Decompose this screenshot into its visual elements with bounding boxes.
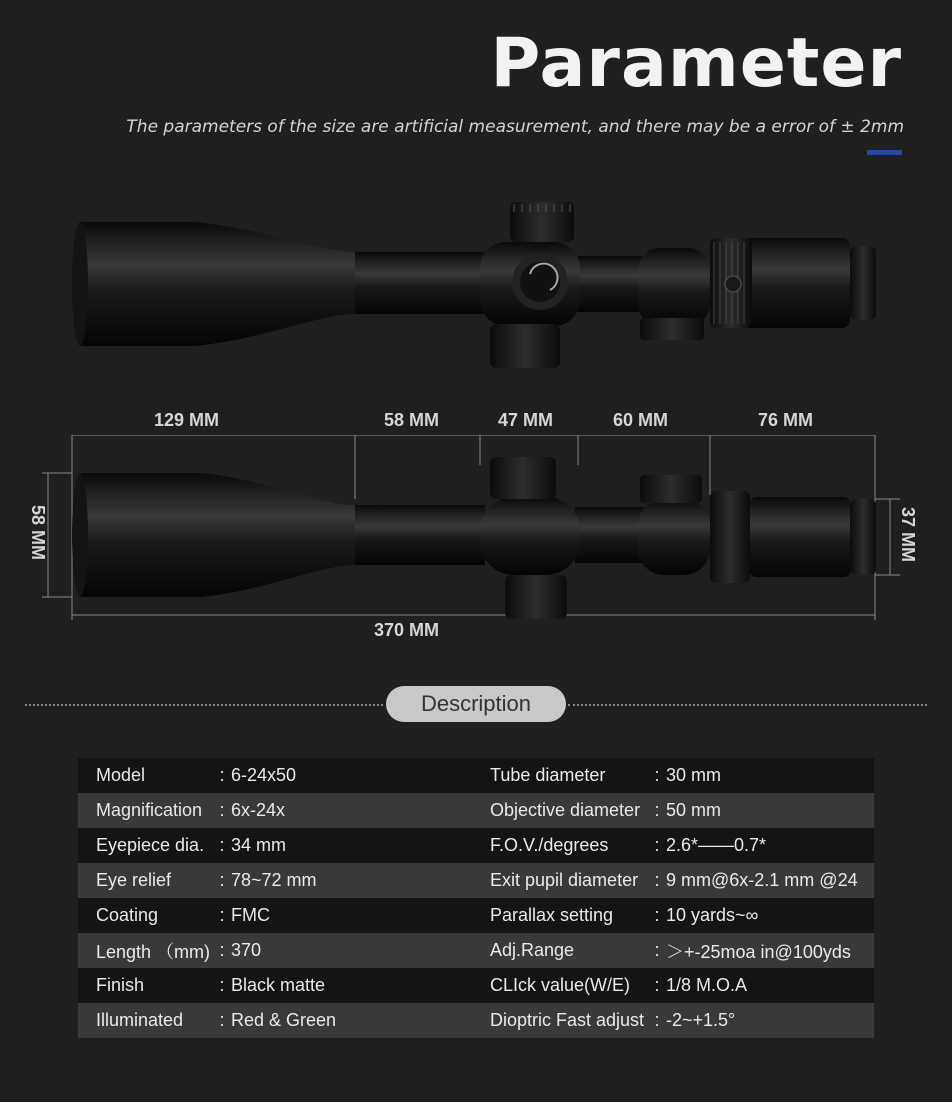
spec-colon: : [219, 1010, 225, 1030]
spec-value: 2.6*——0.7* [666, 835, 767, 855]
spec-value: 370 [231, 940, 262, 960]
spec-value: ＞+-25moa in@100yds [666, 941, 851, 962]
spec-colon: : [654, 835, 660, 855]
spec-key: Exit pupil diameter [490, 870, 639, 890]
scope-top-view-image [0, 190, 952, 380]
scope-dimension-view-image [0, 435, 952, 645]
spec-value: Black matte [231, 975, 326, 995]
spec-key: Eye relief [96, 870, 172, 890]
dim-objective-length: 129 MM [154, 410, 220, 430]
spec-row [78, 828, 874, 863]
spec-key: Objective diameter [490, 800, 641, 820]
dim-tube-front: 58 MM [384, 410, 440, 430]
dim-turret-section: 47 MM [498, 410, 554, 430]
spec-row [78, 863, 874, 898]
spec-key: Parallax setting [490, 905, 614, 925]
dim-objective-height: 58 MM [28, 504, 49, 561]
spec-key: F.O.V./degrees [490, 835, 609, 855]
spec-key: Tube diameter [490, 765, 606, 785]
spec-colon: : [654, 765, 660, 785]
spec-colon: : [654, 975, 660, 995]
spec-row [78, 793, 874, 828]
page-title: Parameter [490, 24, 902, 103]
spec-key: Adj.Range [490, 940, 575, 960]
description-heading: Description [386, 686, 566, 722]
spec-key: Finish [96, 975, 145, 995]
spec-row [78, 968, 874, 1003]
spec-colon: : [654, 800, 660, 820]
spec-value: -2~+1.5° [666, 1010, 736, 1030]
spec-colon: : [654, 940, 660, 960]
spec-value: 30 mm [666, 765, 722, 785]
spec-colon: : [654, 905, 660, 925]
spec-colon: : [654, 1010, 660, 1030]
spec-value: 6-24x50 [231, 765, 297, 785]
spec-colon: : [219, 835, 225, 855]
spec-value: 78~72 mm [231, 870, 317, 890]
divider-right [568, 704, 927, 706]
spec-colon: : [219, 975, 225, 995]
spec-row [78, 933, 874, 968]
spec-row [78, 1003, 874, 1038]
spec-value: 34 mm [231, 835, 287, 855]
spec-key: CLIck value(W/E) [490, 975, 631, 995]
spec-key: Magnification [96, 800, 203, 820]
spec-row [78, 898, 874, 933]
spec-row [78, 758, 874, 793]
spec-value: Red & Green [231, 1010, 337, 1030]
spec-colon: : [219, 940, 225, 960]
dim-total-length: 370 MM [374, 620, 440, 640]
spec-colon: : [654, 870, 660, 890]
dim-tube-rear: 60 MM [613, 410, 669, 430]
spec-colon: : [219, 870, 225, 890]
spec-value: 50 mm [666, 800, 722, 820]
spec-key: Coating [96, 905, 159, 925]
spec-value: 10 yards~∞ [666, 905, 759, 925]
spec-table [78, 758, 874, 1038]
title-accent-bar [867, 150, 902, 155]
spec-key: Illuminated [96, 1010, 184, 1030]
dim-eyepiece-length: 76 MM [758, 410, 814, 430]
spec-key: Model [96, 765, 146, 785]
spec-colon: : [219, 800, 225, 820]
spec-key: Eyepiece dia. [96, 835, 205, 855]
page-subtitle: The parameters of the size are artificial measurement, and there may be a error of ± 2mm [126, 117, 904, 137]
spec-colon: : [219, 765, 225, 785]
spec-value: FMC [231, 905, 270, 925]
spec-value: 9 mm@6x-2.1 mm @24 [666, 870, 858, 890]
dim-eyepiece-height: 37 MM [898, 506, 919, 563]
spec-value: 6x-24x [231, 800, 286, 820]
spec-colon: : [219, 905, 225, 925]
divider-left [25, 704, 383, 706]
spec-value: 1/8 M.O.A [666, 975, 748, 995]
spec-key: Length （mm) [96, 941, 211, 962]
spec-key: Dioptric Fast adjust [490, 1010, 645, 1030]
